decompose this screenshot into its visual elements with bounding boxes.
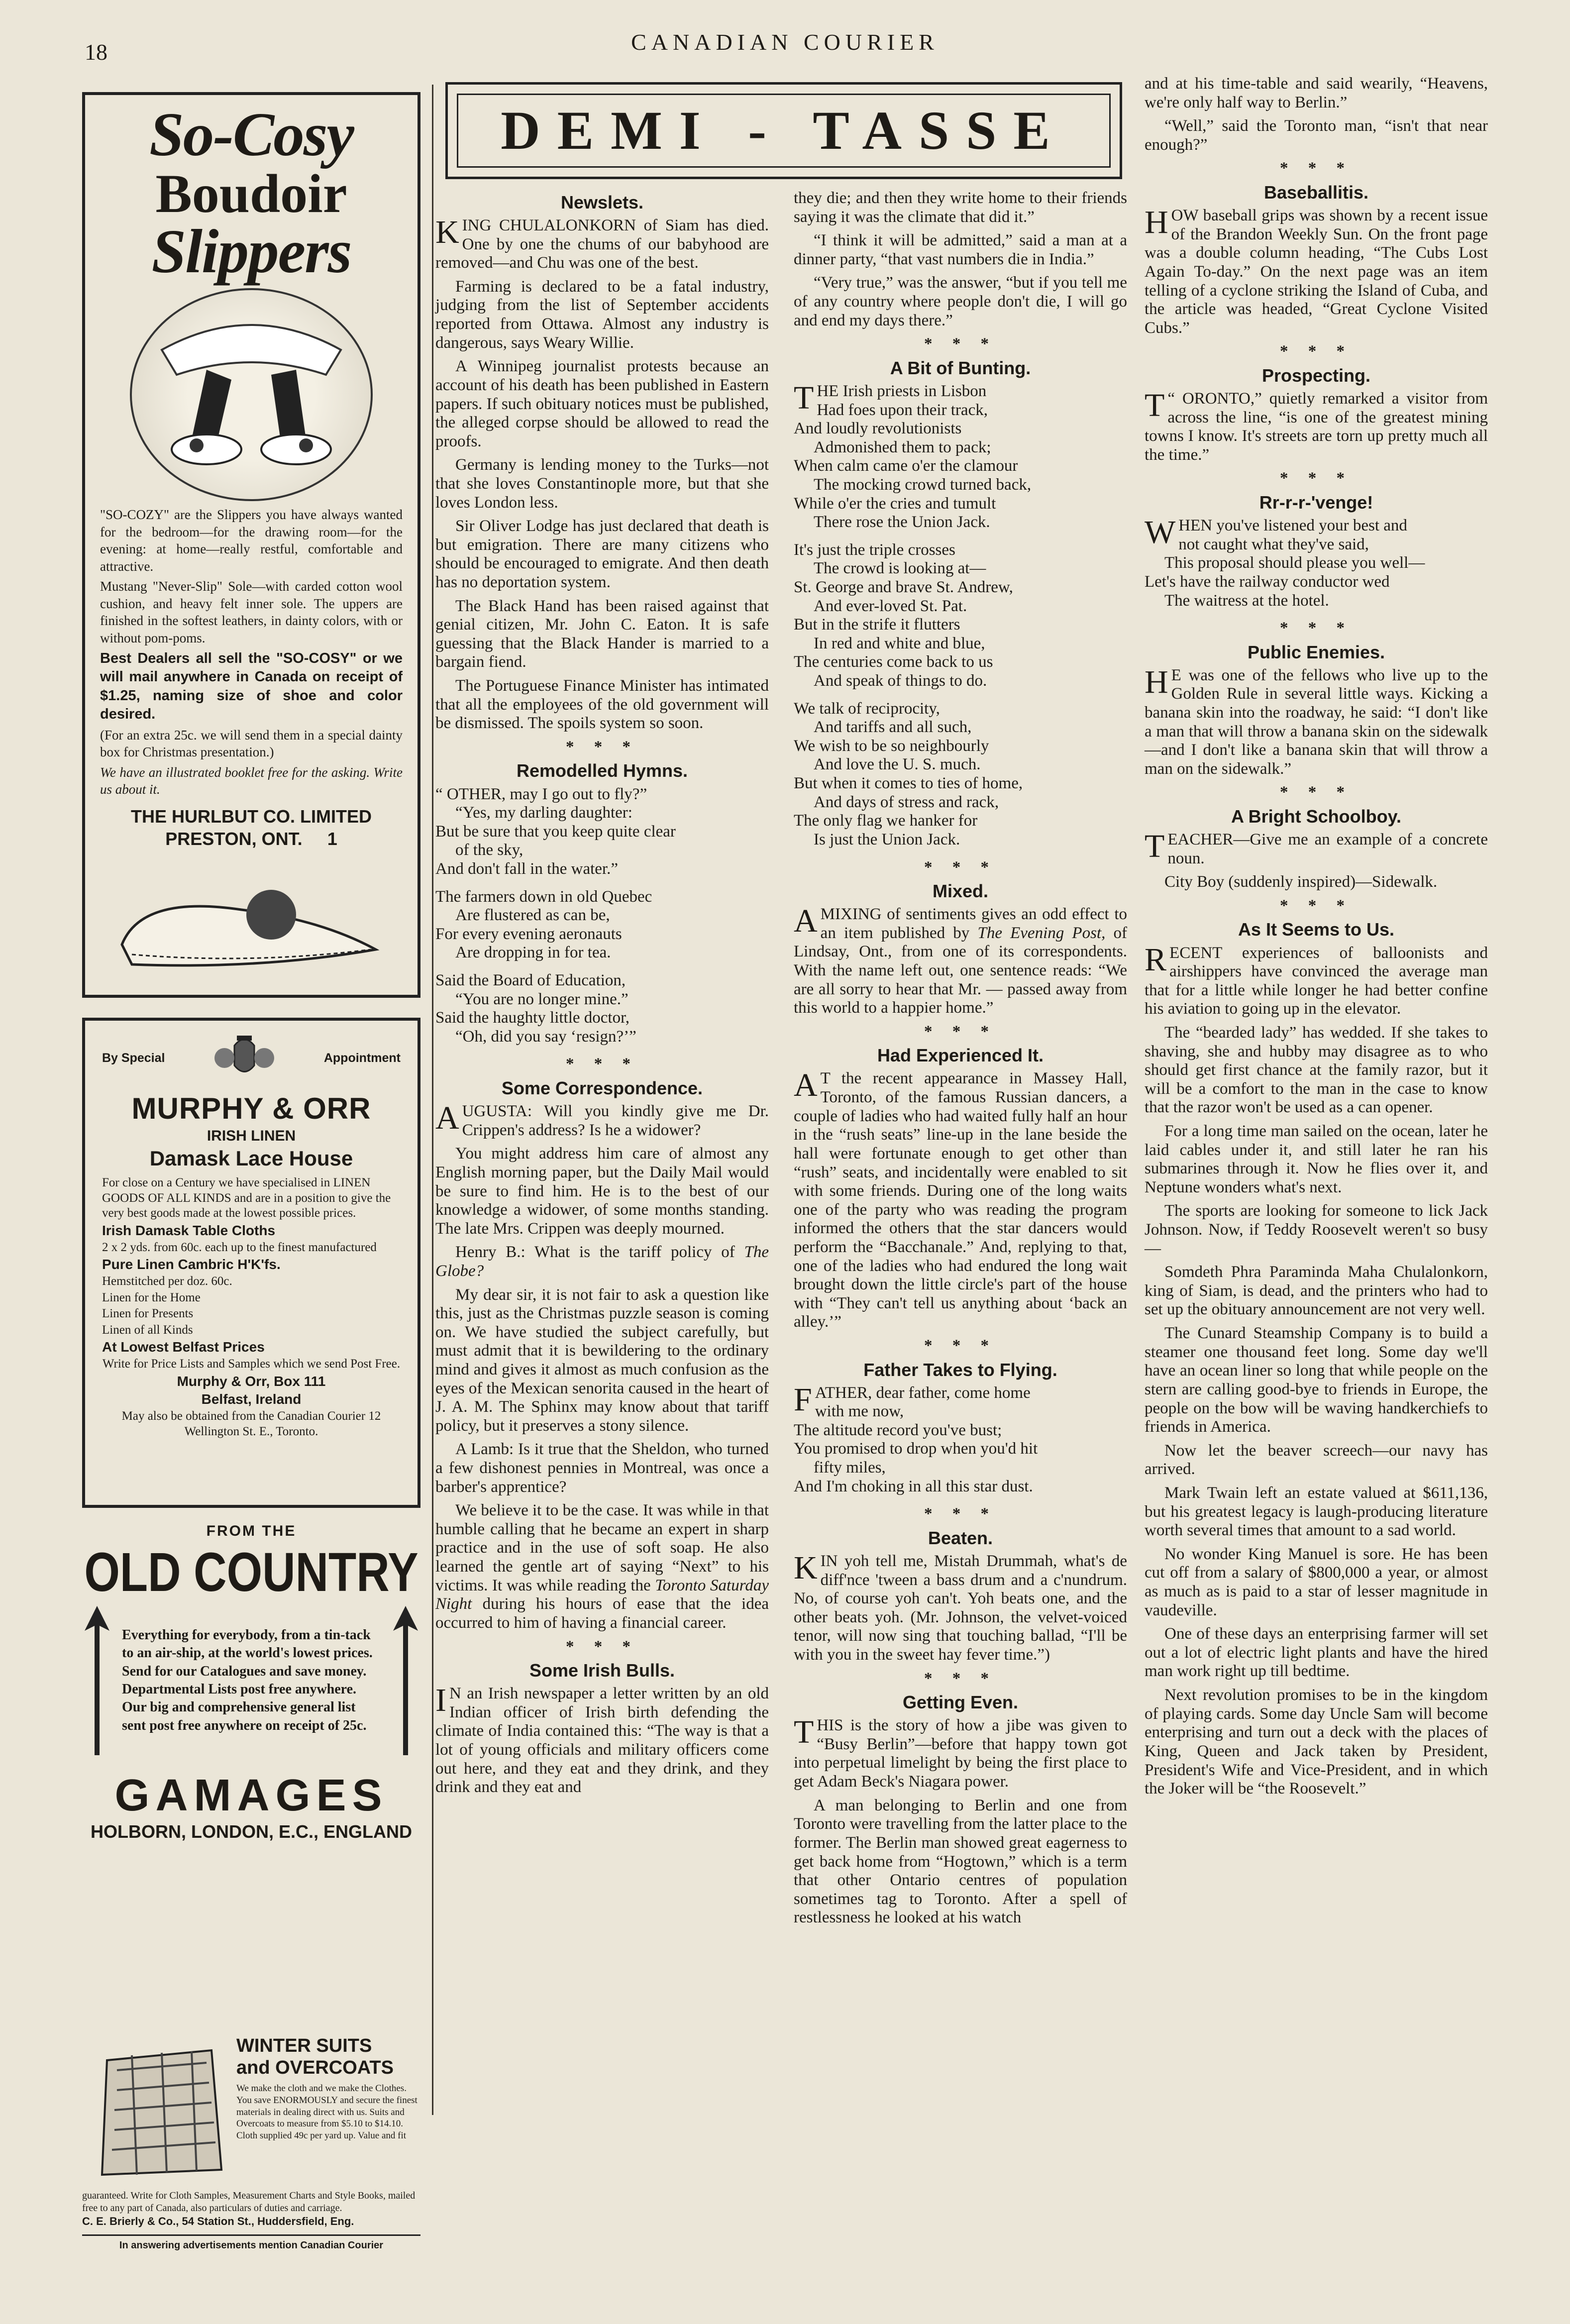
subtitle: IRISH LINEN xyxy=(207,1128,296,1144)
arrow-up-icon xyxy=(82,1606,112,1755)
ad-text: We have an illustrated booklet free for the asking. Write us about it. xyxy=(100,764,403,797)
paragraph-text: during his hours of ease that the idea occurred to him of having a financial career. xyxy=(435,1595,769,1632)
ad-address: Murphy & Orr, Box 111 xyxy=(177,1373,326,1389)
verse-line: This proposal should please you well— xyxy=(1164,554,1425,572)
ad-text: Hemstitched per doz. 60c. xyxy=(102,1274,232,1288)
verse-line: Said the haughty little doctor, xyxy=(435,1009,630,1027)
verse-line: not caught what they've said, xyxy=(1178,535,1369,553)
verse xyxy=(794,1381,1127,1496)
verse-line: And tariffs and all such, xyxy=(814,718,972,737)
verse xyxy=(794,379,1127,532)
verse-line: Are flustered as can be, xyxy=(455,906,610,925)
paragraph: Sir Oliver Lodge has just declared that death is but emigration. There are many citizens who should be encouraged to emigrate. And then death has no deportation system. xyxy=(435,517,769,591)
verse-line: We wish to be so neighbourly xyxy=(794,737,989,755)
gamages-ad xyxy=(82,1523,420,2020)
paragraph: No wonder King Manuel is sore. He has been cut off from a salary of $800,000 a year, or almost as much as is paid to a star of lesser magnitude in vaudeville. xyxy=(1145,1545,1488,1619)
heading-prospecting: Prospecting. xyxy=(1261,365,1371,386)
by-special-text: By Special xyxy=(102,1051,165,1065)
verse-line: “Oh, did you say ‘resign?’” xyxy=(455,1027,636,1046)
paragraph: “I think it will be admitted,” said a man at a dinner party, “that vast numbers die in India.” xyxy=(794,231,1127,268)
italic-title: Toronto Saturday Night xyxy=(435,1576,769,1613)
article-column-3 xyxy=(1145,75,1488,1803)
ad-text: Write for Price Lists and Samples which we send Post Free. xyxy=(102,1357,401,1371)
paragraph: The Portuguese Finance Minister has intimated that all the employees of the old government will be dismissed. The spoils system so soon. xyxy=(435,677,769,733)
section-separator: * * * xyxy=(924,1022,997,1041)
paragraph xyxy=(435,1102,769,1140)
ad-address: C. E. Brierly & Co., 54 Station St., Huddersfield, Eng. xyxy=(82,2215,354,2227)
paragraph-text: MIXING of sentiments gives an odd effect to an item published by xyxy=(820,905,1127,942)
paragraph: A Lamb: Is it true that the Sheldon, who turned a few dishonest pennies in Montreal, was once a barber's apprentice? xyxy=(435,1440,769,1496)
verse-line: While o'er the cries and tumult xyxy=(794,494,996,513)
heading-as-it-seems: As It Seems to Us. xyxy=(1238,919,1395,940)
drop-cap: T xyxy=(1145,387,1165,423)
ad-text: 2 x 2 yds. from 60c. each up to the finest manufactured xyxy=(102,1240,377,1254)
article-column-2 xyxy=(794,189,1127,1932)
verse-line: For every evening aeronauts xyxy=(435,925,622,943)
verse-line: But be sure that you keep quite clear xyxy=(435,822,676,841)
verse xyxy=(435,888,769,962)
company-city: PRESTON, ONT. xyxy=(165,829,303,849)
ad-text: Linen for the Home xyxy=(102,1290,201,1304)
appointment-line xyxy=(102,1031,401,1085)
paragraph xyxy=(794,1069,1127,1332)
ad-title-line: So-Cosy xyxy=(149,101,353,169)
verse-line: fifty miles, xyxy=(814,1459,886,1477)
verse-line: The waitress at the hotel. xyxy=(1164,591,1329,610)
verse-line: Admonished them to pack; xyxy=(814,438,991,456)
drop-cap: K xyxy=(794,1549,818,1586)
company-line: THE HURLBUT CO. LIMITED xyxy=(131,806,372,827)
paragraph: Farming is declared to be a fatal industry, judging from the list of September accidents reported from Ottawa. Almost any industry is dangerous, says Weary Willie. xyxy=(435,277,769,352)
running-head: CANADIAN COURIER xyxy=(631,29,939,55)
paragraph xyxy=(1145,204,1488,337)
ad-heading: At Lowest Belfast Prices xyxy=(102,1339,265,1355)
drop-cap: K xyxy=(435,214,459,251)
paragraph: The Black Hand has been raised against that genial citizen, Mr. John C. Eaton. It is safe guessing that the Black Hander is married to a bargain fiend. xyxy=(435,597,769,671)
section-separator: * * * xyxy=(924,1669,997,1688)
drop-cap: W xyxy=(1145,514,1176,551)
paragraph: A Winnipeg journalist protests because an account of his death has been published in Eastern papers. If such obituary notices must be published, the alleged corpse should be allowed to read the proofs. xyxy=(435,357,769,450)
verse-line: Let's have the railway conductor wed xyxy=(1145,572,1390,591)
section-separator: * * * xyxy=(1280,469,1353,488)
paragraph: Now let the beaver screech—our navy has arrived. xyxy=(1145,1441,1488,1479)
ad-text: "SO-COZY" are the Slippers you have always wanted for the bedroom—for the drawing room—for the evening: at home—really restful, comfortable and attractive. xyxy=(100,507,403,574)
section-title: DEMI - TASSE xyxy=(501,100,1067,161)
column-rule xyxy=(432,85,433,2115)
paragraph-text: We believe it to be the case. It was while in that humble calling that he became an expert in sharp practice and in the use of soft soap. He also learned the gentle art of saying “Next” to his victims. It was while reading the xyxy=(435,1501,769,1594)
paragraph: Next revolution promises to be in the kingdom of playing cards. Some day Uncle Sam will become enterprising and turn out a deck with the places of King, Queen and Jack taken by President, President's Wife and Vice-President, and in which the Joker will be “the Roosevelt.” xyxy=(1145,1686,1488,1798)
drop-cap: I xyxy=(435,1682,446,1719)
ad-heading: Irish Damask Table Cloths xyxy=(102,1222,276,1238)
section-separator: * * * xyxy=(1280,896,1353,915)
heading-revenge: Rr-r-r-'venge! xyxy=(1259,492,1373,513)
ad-text-line: guaranteed. Write for Cloth Samples, Measurement Charts and Style Books, mailed free to any part of Canada, also particulars of duties and carriage. xyxy=(82,2190,416,2214)
paragraph: “Well,” said the Toronto man, “isn't that near enough?” xyxy=(1145,117,1488,154)
verse-line: with me now, xyxy=(815,1402,904,1421)
verse-line: Is just the Union Jack. xyxy=(814,830,960,848)
heading-correspondence: Some Correspondence. xyxy=(501,1078,703,1099)
paragraph xyxy=(435,1501,769,1632)
ad-headline: OLD COUNTRY xyxy=(84,1542,419,1603)
verse-text: ATHER, dear father, come home xyxy=(815,1383,1031,1402)
heading-hymns: Remodelled Hymns. xyxy=(516,760,688,781)
article-column-1 xyxy=(435,189,769,1802)
verse-line: “ OTHER, may I go out to fly?” xyxy=(435,785,647,803)
paragraph-text: E was one of the fellows who live up to the Golden Rule in several little ways. Kicking a banana skin into the roadway, he said: “I don't like a man that will throw a banana skin on the sidewalk—and I don't like a banana skin that will throw a man on the sidewalk.” xyxy=(1145,666,1488,778)
section-separator: * * * xyxy=(924,1337,997,1355)
drop-cap: H xyxy=(1145,663,1168,700)
company-name: GAMAGES xyxy=(114,1771,388,1820)
paragraph xyxy=(1145,387,1488,464)
paragraph: they die; and then they write home to their friends saying it was the climate that did it.” xyxy=(794,189,1127,226)
ad-kicker: FROM THE xyxy=(206,1523,297,1539)
ad-heading: Pure Linen Cambric H'K'fs. xyxy=(102,1257,281,1272)
heading-mixed: Mixed. xyxy=(932,881,989,902)
verse-line: And loudly revolutionists xyxy=(794,420,962,438)
verse-line: Are dropping in for tea. xyxy=(455,944,611,962)
ad-body xyxy=(82,1606,420,1755)
verse-line: The centuries come back to us xyxy=(794,653,993,671)
section-separator: * * * xyxy=(1280,342,1353,361)
heading-bunting: A Bit of Bunting. xyxy=(890,357,1031,378)
paragraph: Somdeth Phra Paraminda Maha Chulalonkorn, king of Siam, is dead, and the printers who had to set up the obituary announcement are not very well. xyxy=(1145,1263,1488,1319)
paragraph: City Boy (suddenly inspired)—Sidewalk. xyxy=(1164,873,1438,891)
headline-line: WINTER SUITS xyxy=(236,2035,372,2056)
ad-address: HOLBORN, LONDON, E.C., ENGLAND xyxy=(91,1821,412,1842)
heading-public-enemies: Public Enemies. xyxy=(1247,641,1385,662)
paragraph: Mark Twain left an estate valued at $611,136, but his greatest legacy is laugh-producing literature worth several times that amount to a sad world. xyxy=(1145,1483,1488,1540)
drop-cap: F xyxy=(794,1381,812,1418)
drop-cap: H xyxy=(1145,204,1168,241)
paragraph-text: EACHER—Give me an example of a concrete noun. xyxy=(1167,831,1488,867)
section-separator: * * * xyxy=(566,738,638,756)
company-name xyxy=(100,805,403,850)
verse-line: You promised to drop when you'd hit xyxy=(794,1440,1038,1458)
drop-cap: T xyxy=(1145,828,1165,865)
verse-line: Said the Board of Education, xyxy=(435,971,626,989)
drop-cap: A xyxy=(794,903,818,940)
heading-father: Father Takes to Flying. xyxy=(863,1359,1057,1380)
italic-title: The Evening Post, xyxy=(977,924,1106,942)
heading-getting-even: Getting Even. xyxy=(902,1692,1019,1713)
headline-line: and OVERCOATS xyxy=(236,2057,394,2078)
ad-text: We make the cloth and we make the Clothes. You save ENORMOUSLY and secure the finest materials in dealing direct with us. Suits and Overcoats to measure from $5.10 to $14.10. Cloth supplied 49c per yard up. Value and fit xyxy=(236,2083,418,2141)
paragraph: The sports are looking for someone to lick Jack Johnson. Now, if Teddy Roosevelt weren't so busy— xyxy=(1145,1202,1488,1258)
verse-text: HEN you've listened your best and xyxy=(1178,517,1407,535)
paragraph xyxy=(435,1243,769,1280)
paragraph: You might address him care of almost any English morning paper, but the Daily Mail would be sure to find him. He is to the best of our knowledge a widower, of some months standing. The late Mrs. Crippen was deeply mourned. xyxy=(435,1145,769,1238)
verse-line: But when it comes to ties of home, xyxy=(794,774,1023,793)
heading-baseballitis: Baseballitis. xyxy=(1263,182,1369,203)
heading-beaten: Beaten. xyxy=(928,1527,993,1548)
verse-line: Had foes upon their track, xyxy=(817,401,988,419)
paragraph: “Very true,” was the answer, “but if you tell me of any country where people don't die, I will go and end my days there.” xyxy=(794,274,1127,329)
paragraph: The “bearded lady” has wedded. If she takes to shaving, she and hubby may disagree as to who should get first chance at the family razor, but it will be a comfort to the man in the case to know that the razor won't be used as a can opener. xyxy=(1145,1023,1488,1117)
paragraph: and at his time-table and said wearily, “Heavens, we're only half way to Berlin.” xyxy=(1145,75,1488,111)
paragraph: The Cunard Steamship Company is to build a steamer one thousand feet long. Some day we'll have an ocean liner so long that while people on the stern are calling good-bye to friends in Europe, the people on the bow will be waving handkerchiefs to friends in America. xyxy=(1145,1324,1488,1436)
verse xyxy=(1145,514,1488,610)
section-separator: * * * xyxy=(924,1505,997,1523)
section-title-inner xyxy=(457,94,1111,168)
ad-address: Belfast, Ireland xyxy=(201,1391,302,1407)
paragraph xyxy=(435,1682,769,1797)
brierly-ad xyxy=(82,2025,420,2324)
verse-line: And days of stress and rack, xyxy=(814,793,999,811)
paragraph-text: N an Irish newspaper a letter written by an old Indian officer of Irish birth defending the climate of India contained this: “The way is that a lot of young officials and military officers come out here, and they eat and they drink, and they drink and they eat and xyxy=(435,1685,769,1796)
drop-cap: T xyxy=(794,1714,814,1751)
verse-line: St. George and brave St. Andrew, xyxy=(794,578,1013,596)
verse-line: It's just the triple crosses xyxy=(794,540,955,559)
verse-line: The mocking crowd turned back, xyxy=(814,475,1032,494)
verse-line: The farmers down in old Quebec xyxy=(435,887,652,906)
paragraph: My dear sir, it is not fair to ask a question like this, just as the Christmas puzzle season is coming on. We have studied the subject carefully, but must admit that it is bewildering to the ordinary mind and gives it almost as much confusion as the eyes of the Mexican senorita caused in the heart of J. A. M. The Sphinx may know about that tariff policy, but it preserves a stony silence. xyxy=(435,1285,769,1435)
paragraph-text: “ ORONTO,” quietly remarked a visitor from across the line, “is one of the greatest mining towns I know. It's streets are torn up pretty much all the time.” xyxy=(1145,389,1488,464)
heading-newslets: Newslets. xyxy=(560,192,644,212)
royal-crest-icon xyxy=(209,1031,279,1085)
verse xyxy=(794,541,1127,691)
paragraph xyxy=(1145,941,1488,1019)
verse-line: The only flag we hanker for xyxy=(794,812,978,830)
paragraph-text: IN yoh tell me, Mistah Drummah, what's de diff'nce 'tween a bass drum and a c'nundrum. No, of course yoh can't. Yoh beats one, and the other beats yoh. (Mr. Johnson, the velvet-voiced tenor, will now sing that touching ballad, “I'll be with you in the sweet hay fever time.”) xyxy=(794,1552,1127,1664)
verse-text: HE Irish priests in Lisbon xyxy=(817,382,987,400)
verse-line: There rose the Union Jack. xyxy=(814,513,990,531)
paragraph-text: ING CHULALONKORN of Siam has died. One by one the chums of our babyhood are removed—and Chu was one of the best. xyxy=(435,216,769,272)
page-number: 18 xyxy=(85,39,107,65)
verse-line: The altitude record you've bust; xyxy=(794,1421,1002,1439)
verse xyxy=(435,971,769,1046)
company-line xyxy=(100,828,403,850)
verse-line: But in the strife it flutters xyxy=(794,616,960,634)
section-separator: * * * xyxy=(1280,159,1353,178)
paragraph xyxy=(1145,828,1488,868)
verse-line: And don't fall in the water.” xyxy=(435,859,619,878)
verse-line: And love the U. S. much. xyxy=(814,755,981,774)
ad-text: Linen for Presents xyxy=(102,1307,194,1321)
paragraph: Germany is lending money to the Turks—not that she loves Constantinople more, but that she loves London less. xyxy=(435,456,769,512)
slipper-feet-illustration xyxy=(130,288,373,501)
verse-line: And ever-loved St. Pat. xyxy=(814,597,967,615)
paragraph-text: Henry B.: What is the tariff policy of xyxy=(455,1243,735,1262)
paragraph-text: of Lindsay, Ont., from one of its correspondents. With the name left out, one sentence reads: “We are all sorry to hear that Mr. — passed away from this world to a happier home.” xyxy=(794,924,1128,1017)
section-title-box xyxy=(445,82,1122,179)
paragraph xyxy=(794,1549,1127,1665)
verse-line: We talk of reciprocity, xyxy=(794,699,940,718)
verse-line: And speak of things to do. xyxy=(814,672,987,690)
paragraph xyxy=(435,216,769,273)
arrow-up-icon xyxy=(391,1606,420,1755)
paragraph xyxy=(794,905,1127,1018)
section-separator: * * * xyxy=(924,335,997,353)
ad-title-line: Slippers xyxy=(151,217,351,286)
verse-line: And I'm choking in all this star dust. xyxy=(794,1477,1033,1495)
verse-line: of the sky, xyxy=(455,841,523,859)
ad-text: May also be obtained from the Canadian Courier 12 Wellington St. E., Toronto. xyxy=(121,1409,381,1438)
paragraph xyxy=(1145,663,1488,779)
drop-cap: A xyxy=(794,1067,818,1104)
subtitle: Damask Lace House xyxy=(149,1147,353,1170)
ad-text: For close on a Century we have specialised in LINEN GOODS OF ALL KINDS and are in a position to give the very best goods made at the lowest possible prices. xyxy=(102,1176,391,1220)
page-header xyxy=(0,29,1570,65)
ad-headline xyxy=(236,2035,394,2079)
heading-schoolboy: A Bright Schoolboy. xyxy=(1231,806,1401,827)
verse-line: In red and white and blue, xyxy=(814,634,985,652)
verse-line: “You are no longer mine.” xyxy=(455,990,628,1008)
section-separator: * * * xyxy=(566,1055,638,1073)
verse-line: The crowd is looking at— xyxy=(814,559,986,578)
ad-footer: In answering advertisements mention Canadian Courier xyxy=(82,2234,420,2251)
paragraph: A man belonging to Berlin and one from Toronto were travelling from the latter place to the former. The Berlin man showed great eagerness to get back home from “Hogtown,” which is a term that other Ontario centres of population sometimes tag to Toronto. After a spell of restlessness he looked at his watch xyxy=(794,1796,1127,1927)
ad-text: Mustang "Never-Slip" Sole—with carded cotton wool cushion, and heavy felt inner sole. The uppers are finished in the softest leathers, in dainty colors, with or without pom-poms. xyxy=(100,579,403,645)
paragraph-text: ECENT experiences of balloonists and airshippers have convinced the average man that for a little while longer he had better confine his aviation to going up in the elevator. xyxy=(1145,944,1488,1018)
company-name: MURPHY & ORR xyxy=(131,1092,371,1125)
slippers-ad xyxy=(82,92,420,998)
paragraph-text: T the recent appearance in Massey Hall, Toronto, of the famous Russian dancers, a couple of ladies who had waited fully half an hour in the “rush seats” line-up in the lane beside the hall were fortunate enough to get other than “rush” seats, and incidentally were enabled to sit with some friends. During one of the long waits one of the party who was reading the program informed the others that the star dancers would perform the “Bacchanale.” And, replying to that, one of the ladies who had endured the long wait brought down the little circle's part of the house with “They can't tell us anything about ‘back an alley.’” xyxy=(794,1069,1127,1331)
overcoat-illustration xyxy=(87,2040,231,2185)
verse xyxy=(435,785,769,879)
paragraph: One of these days an enterprising farmer will set out a lot of electric light plants and have the hired man work right up till bedtime. xyxy=(1145,1625,1488,1681)
section-separator: * * * xyxy=(566,1637,638,1656)
appointment-text: Appointment xyxy=(323,1051,401,1065)
verse xyxy=(794,700,1127,849)
paragraph xyxy=(794,1716,1127,1791)
ad-code: 1 xyxy=(327,829,337,849)
slipper-illustration xyxy=(112,865,391,979)
ad-text: Everything for everybody, from a tin-tack to an air-ship, at the world's lowest prices. Send for our Catalogues and save money. Departmental Lists post free anywhere. Our big and comprehensive general list sent post free anywhere on receipt of 25c. xyxy=(122,1627,373,1733)
section-separator: * * * xyxy=(1280,783,1353,802)
ad-text xyxy=(82,2190,420,2228)
advertisement-column xyxy=(82,92,420,2324)
heading-experienced: Had Experienced It. xyxy=(877,1045,1044,1066)
italic-title: The Globe? xyxy=(435,1243,769,1280)
verse-line: When calm came o'er the clamour xyxy=(794,457,1018,475)
ad-text: Linen of all Kinds xyxy=(102,1323,193,1337)
murphy-orr-ad xyxy=(82,1018,420,1508)
paragraph-text: UGUSTA: Will you kindly give me Dr. Crippen's address? Is he a widower? xyxy=(462,1102,769,1139)
ad-text: Best Dealers all sell the "SO-COSY" or we will mail anywhere in Canada on receipt of $1.25, naming size of shoe and color desired. xyxy=(100,650,403,722)
drop-cap: A xyxy=(435,1100,459,1137)
heading-irish-bulls: Some Irish Bulls. xyxy=(529,1660,675,1681)
paragraph-text: OW baseball grips was shown by a recent issue of the Brandon Weekly Sun. On the front page was a double column heading, “The Cubs Lost Again To-day.” On the next page was an item telling of a cyclone striking the Island of Cuba, and the article was headed, “Great Cyclone Visited Cubs.” xyxy=(1145,207,1488,337)
verse-line: “Yes, my darling daughter: xyxy=(455,804,632,822)
paragraph-text: HIS is the story of how a jibe was given to “Busy Berlin”—before that happy town got into perpetual limelight by being the first place to get Adam Beck's Niagara power. xyxy=(794,1716,1127,1791)
drop-cap: R xyxy=(1145,941,1167,978)
ad-title-line: Boudoir xyxy=(155,163,347,224)
section-separator: * * * xyxy=(924,858,997,876)
section-separator: * * * xyxy=(1280,619,1353,637)
ad-text: (For an extra 25c. we will send them in a special dainty box for Christmas presentation.) xyxy=(100,727,403,760)
paragraph: For a long time man sailed on the ocean, later he laid cables under it, and still later he ran his submarines through it. Now he flies over it, and Neptune wonders what's next. xyxy=(1145,1122,1488,1196)
drop-cap: T xyxy=(794,379,814,416)
